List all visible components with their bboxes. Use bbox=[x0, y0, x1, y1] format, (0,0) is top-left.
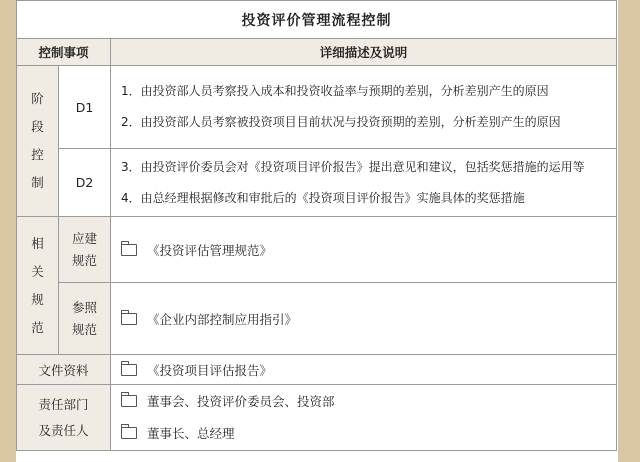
folder-icon bbox=[121, 427, 137, 439]
document-page bbox=[16, 0, 618, 462]
header-control-item: 控制事项 bbox=[17, 39, 111, 66]
responsibility-item-2: 董事长、总经理 bbox=[121, 418, 616, 450]
d1-item-1: 1．由投资部人员考察投入成本和投资收益率与预期的差别，分析差别产生的原因 bbox=[121, 84, 549, 98]
should-build-norms-value: 《投资评估管理规范》 bbox=[111, 217, 617, 283]
d2-item-3: 3．由投资评价委员会对《投资项目评价报告》提出意见和建议，包括奖惩措施的运用等 bbox=[121, 159, 585, 174]
folder-icon bbox=[121, 364, 137, 376]
d1-code: D1 bbox=[59, 66, 111, 149]
responsibility-value bbox=[111, 385, 617, 451]
responsibility-item-1: 董事会、投资评价委员会、投资部 bbox=[121, 386, 616, 418]
d1-item-2: 2．由投资部人员考察被投资项目目前状况与投资预期的差别，分析差别产生的原因 bbox=[121, 115, 561, 129]
control-table bbox=[16, 0, 617, 451]
d1-description bbox=[111, 66, 617, 149]
folder-icon bbox=[121, 244, 137, 256]
reference-norms-label: 参照 规范 bbox=[59, 283, 111, 355]
stage-control-label: 阶 段 控 制 bbox=[17, 66, 59, 217]
folder-icon bbox=[121, 395, 137, 407]
header-description: 详细描述及说明 bbox=[111, 39, 617, 66]
documents-label: 文件资料 bbox=[17, 355, 111, 385]
reference-norms-value: 《企业内部控制应用指引》 bbox=[111, 283, 617, 355]
documents-value: 《投资项目评估报告》 bbox=[111, 355, 617, 385]
d2-item-4: 4．由总经理根据修改和审批后的《投资项目评价报告》实施具体的奖惩措施 bbox=[121, 190, 525, 205]
responsibility-label: 责任部门 及责任人 bbox=[17, 385, 111, 451]
d2-code: D2 bbox=[59, 149, 111, 217]
related-norms-label: 相 关 规 范 bbox=[17, 217, 59, 355]
d2-description bbox=[111, 149, 617, 217]
table-title: 投资评价管理流程控制 bbox=[17, 1, 617, 39]
should-build-norms-label: 应建 规范 bbox=[59, 217, 111, 283]
folder-icon bbox=[121, 313, 137, 325]
